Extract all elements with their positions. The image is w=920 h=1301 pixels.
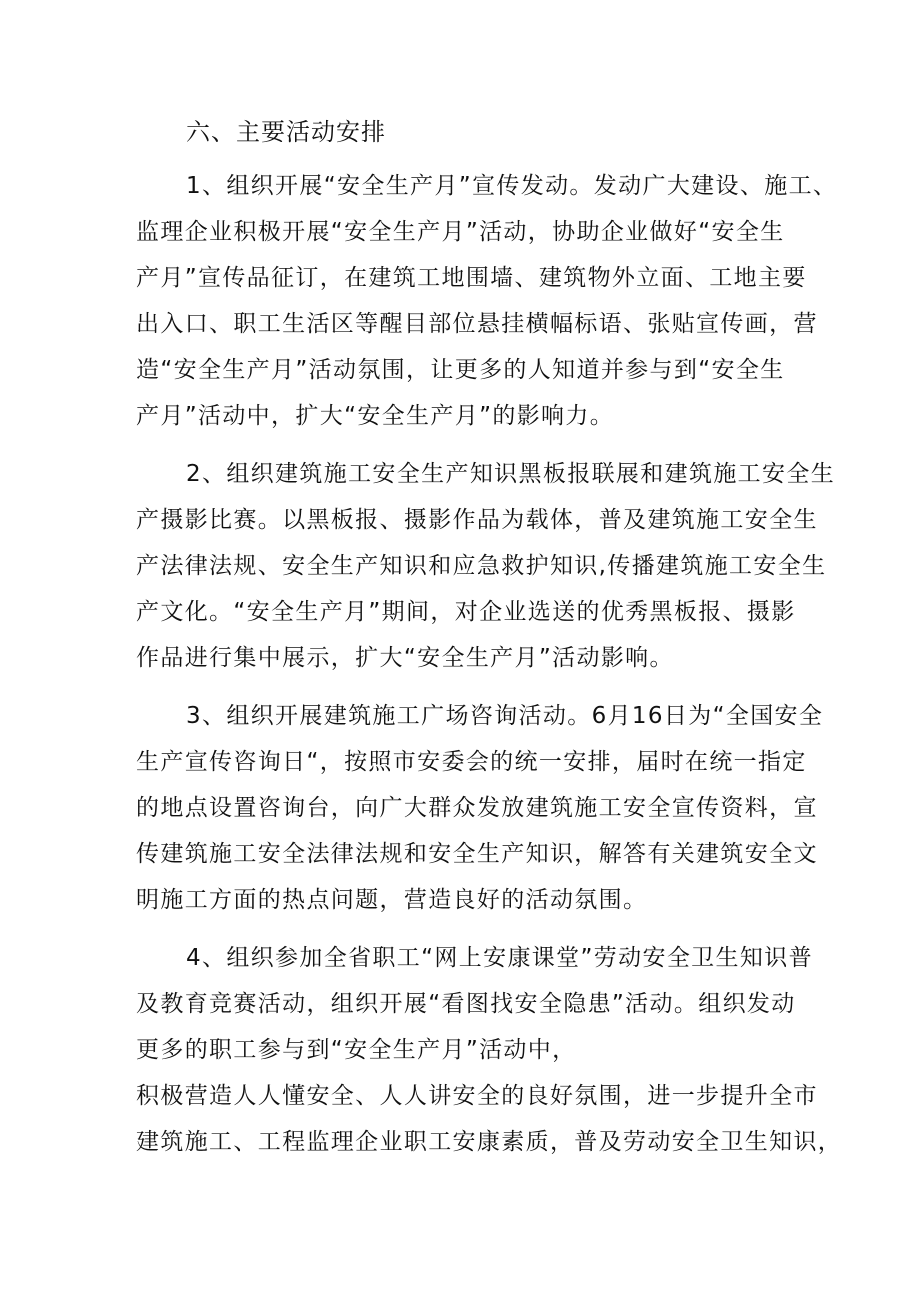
paragraph-4-line-4: 积极营造人人懂安全、人人讲安全的良好氛围，进一步提升全市	[136, 1083, 818, 1109]
paragraph-3-line-1: 3、组织开展建筑施工广场咨询活动。6月16日为“全国安全	[186, 703, 824, 729]
paragraph-4-line-5: 建筑施工、工程监理企业职工安康素质，普及劳动安全卫生知识，	[136, 1129, 843, 1155]
paragraph-1-line-1: 1、组织开展“安全生产月”宣传发动。发动广大建设、施工、	[186, 173, 838, 199]
paragraph-1-line-6: 产月”活动中，扩大“安全生产月”的影响力。	[136, 403, 615, 429]
paragraph-1-line-2: 监理企业积极开展“安全生产月”活动，协助企业做好“安全生	[136, 219, 785, 245]
paragraph-1-line-5: 造“安全生产月”活动氛围，让更多的人知道并参与到“安全生	[136, 357, 785, 383]
paragraph-2-line-5: 作品进行集中展示，扩大“安全生产月”活动影响。	[136, 645, 674, 671]
paragraph-2-line-4: 产文化。“安全生产月”期间，对企业选送的优秀黑板报、摄影	[136, 599, 796, 625]
paragraph-2-line-3: 产法律法规、安全生产知识和应急救护知识,传播建筑施工安全生	[136, 553, 827, 579]
paragraph-4-line-2: 及教育竞赛活动，组织开展“看图找安全隐患”活动。组织发动	[136, 991, 796, 1017]
paragraph-4-line-1: 4、组织参加全省职工“网上安康课堂”劳动安全卫生知识普	[186, 945, 813, 971]
section-heading: 六、主要活动安排	[186, 118, 386, 146]
paragraph-3-line-3: 的地点设置咨询台，向广大群众发放建筑施工安全宣传资料，宣	[136, 795, 818, 821]
paragraph-1-line-4: 出入口、职工生活区等醒目部位悬挂横幅标语、张贴宣传画，营	[136, 311, 818, 337]
paragraph-2-line-1: 2、组织建筑施工安全生产知识黑板报联展和建筑施工安全生	[186, 461, 836, 487]
paragraph-3-line-5: 明施工方面的热点问题，营造良好的活动氛围。	[136, 887, 648, 913]
paragraph-1-line-3: 产月”宣传品征订，在建筑工地围墙、建筑物外立面、工地主要	[136, 265, 807, 291]
paragraph-4-line-3: 更多的职工参与到“安全生产月”活动中，	[136, 1037, 577, 1063]
paragraph-3-line-2: 生产宣传咨询日“，按照市安委会的统一安排，届时在统一指定	[136, 749, 807, 775]
paragraph-3-line-4: 传建筑施工安全法律法规和安全生产知识，解答有关建筑安全文	[136, 841, 818, 867]
paragraph-2-line-2: 产摄影比赛。以黑板报、摄影作品为载体，普及建筑施工安全生	[136, 507, 818, 533]
